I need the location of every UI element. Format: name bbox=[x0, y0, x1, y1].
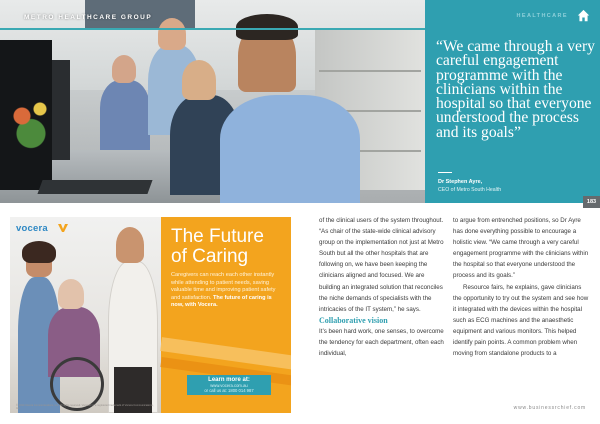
article-paragraph: It’s been hard work, one senses, to overcome the tendency for each department, often each individual, bbox=[319, 327, 444, 358]
home-icon[interactable] bbox=[577, 9, 590, 22]
ad-cta-url[interactable]: www.vocera.com.au bbox=[210, 383, 248, 388]
vocera-logo-icon bbox=[58, 224, 68, 232]
ad-title bbox=[171, 227, 289, 267]
ad-cta-phone: or call us at: 1800 014 987 bbox=[204, 388, 254, 393]
article-column-1 bbox=[319, 215, 444, 359]
publication-tag: METRO HEALTHCARE GROUP bbox=[24, 14, 153, 21]
vocera-advert[interactable] bbox=[10, 217, 291, 413]
ad-body bbox=[171, 272, 283, 310]
pull-quote-panel bbox=[425, 0, 600, 203]
photo-person-nurse-back-head bbox=[112, 55, 136, 83]
footer-url[interactable]: www.businessrchief.com bbox=[513, 405, 586, 411]
quote-attribution-role: CEO of Metro South Health bbox=[438, 187, 502, 193]
ad-photo bbox=[10, 217, 161, 413]
ad-cta-heading: Learn more at: bbox=[208, 377, 250, 383]
ad-person-patient-head bbox=[58, 279, 84, 309]
article-subheading: Collaborative vision bbox=[319, 315, 388, 325]
pull-quote-text: “We came through a very careful engagement programme with the clinicians within the hospital so that everyone understood the process and its goals” bbox=[436, 38, 595, 141]
photo-person-doctor-hair bbox=[236, 14, 298, 40]
quote-attribution-name: Dr Stephen Ayre, bbox=[438, 179, 483, 185]
quote-rule bbox=[438, 172, 452, 173]
photo-person-standing-head bbox=[158, 18, 186, 50]
ad-fine-print: © 2014 Vocera Communications, Inc. All rights reserved. Vocera® is a registered trademark of Vocera Communications, Inc. bbox=[16, 404, 154, 410]
photo-person-doctor bbox=[220, 95, 360, 203]
photo-person-nurse-front-head bbox=[182, 60, 216, 100]
vocera-logo: vocera bbox=[16, 223, 48, 234]
ad-body-bold: The future of caring is now, with Vocera. bbox=[171, 294, 272, 309]
header-rule bbox=[0, 28, 425, 30]
photo-flowers bbox=[4, 88, 64, 158]
ad-body-text: Caregivers can reach each other instantly while attending to patient needs, saving valuable time and improving patient safety and satisfaction. bbox=[171, 272, 276, 301]
ad-wheelchair-wheel bbox=[50, 357, 104, 411]
article-paragraph: of the clinical users of the system throughout. “As chair of the state-wide clinical advisory group on the implementation not just at Metro South but all the other hospitals that are following on, we have been keeping the clinicians aligned and focused. We are building an integrated solution that reconciles the niche demands of specialists with the intricacies of the IT system,” he says. bbox=[319, 217, 444, 313]
article-column-2 bbox=[453, 215, 591, 359]
ad-person-man-head bbox=[116, 227, 144, 263]
ad-title-line2: of Caring bbox=[171, 246, 249, 267]
ad-learn-more-button[interactable] bbox=[187, 375, 271, 395]
photo-person-nurse-back bbox=[100, 80, 150, 150]
article-paragraph: to argue from entrenched positions, so Dr Ayre has done everything possible to encourage a holistic view. “We came through a very careful engagement programme with the clinicians within the hospital so that everyone understood the process and its goals.” bbox=[453, 217, 589, 280]
article-paragraph: Resource fairs, he explains, gave clinicians the opportunity to try out the system and see how it integrated with the devices within the hospital such as ECG machines and the anaesthetic equipment and various monitors. This helped identify pain points. A common problem when moving from standalone products to a bbox=[453, 283, 589, 358]
hero-photo bbox=[0, 0, 425, 203]
section-tag: HEALTHCARE bbox=[516, 13, 568, 19]
page-number: 183 bbox=[583, 196, 600, 208]
ad-title-line1: The Future bbox=[171, 226, 264, 247]
ad-person-nurse-hair bbox=[22, 241, 56, 263]
photo-keyboard bbox=[37, 180, 152, 194]
